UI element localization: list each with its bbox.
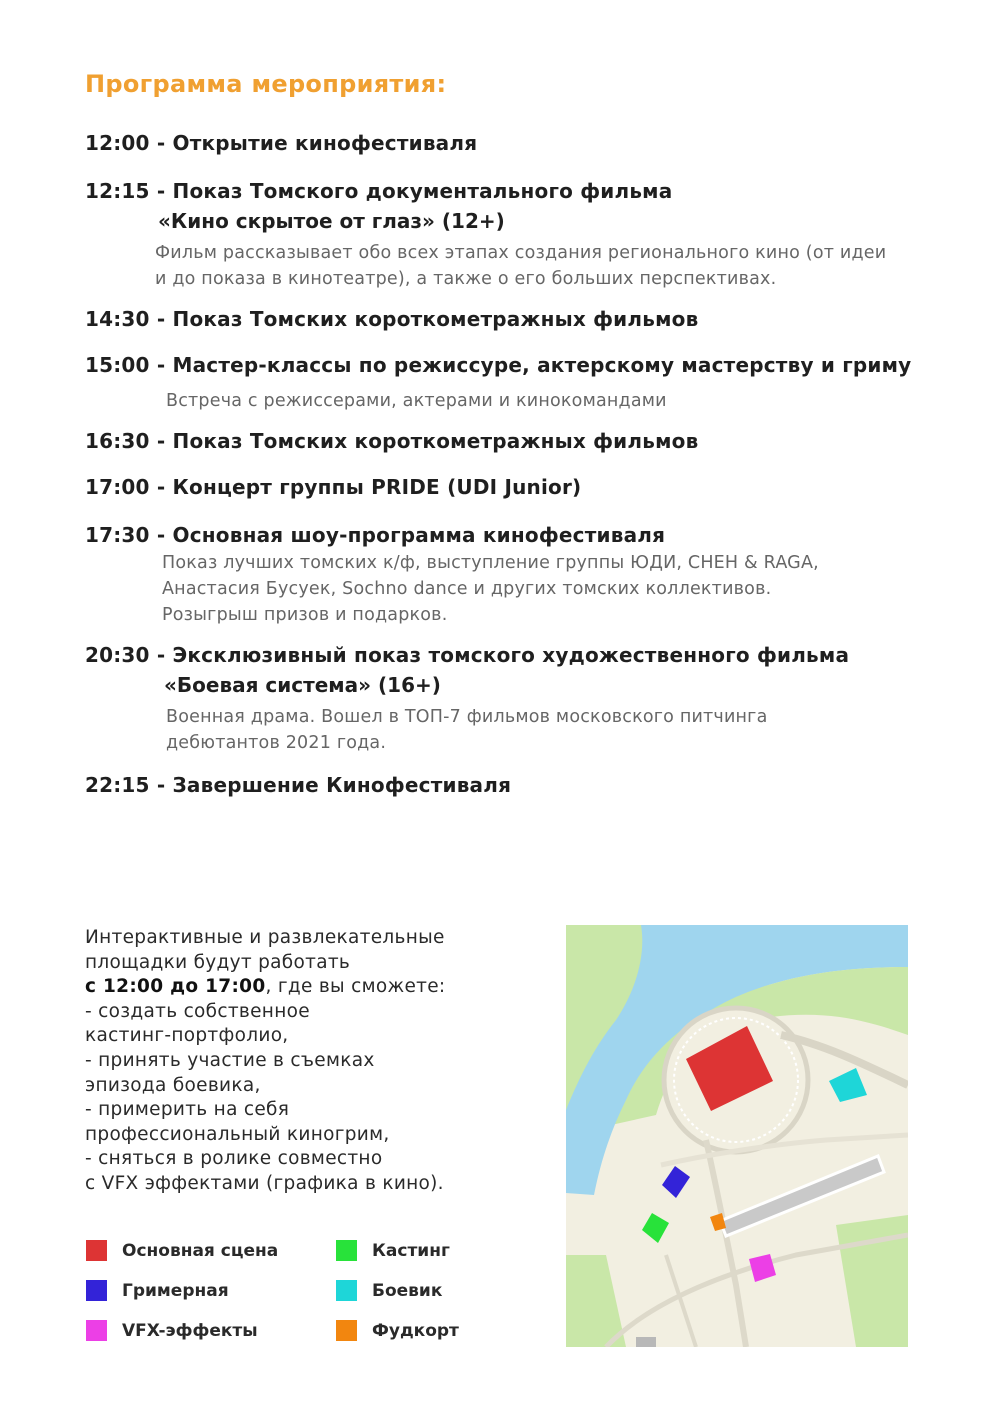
event-title: Показ Томского документального фильма (172, 179, 673, 203)
time: 12:15 (85, 179, 150, 203)
event-description: Фильм рассказывает обо всех этапах создания регионального кино (от идеи и до показа в кинотеатре), а также о его больших перспективах. (155, 243, 887, 289)
schedule-item: 17:00 - Концерт группы PRIDE (UDI Junior) (85, 475, 582, 499)
time: 17:30 (85, 523, 150, 547)
schedule-item: 12:15 - Показ Томского документального фильма «Кино скрытое от глаз» (12+) Фильм рассказывает обо всех этапах создания регионального кино (от идеи и до показа в кинотеатре), а также о его больших перспективах. (85, 176, 945, 292)
schedule-item: 16:30 - Показ Томских короткометражных фильмов (85, 429, 699, 453)
event-title: Мастер-классы по режиссуре, актерскому мастерству и гриму (172, 353, 912, 377)
schedule-item: 20:30 - Эксклюзивный показ томского художественного фильма «Боевая система» (16+) Военная драма. Вошел в ТОП-7 фильмов московского питчинга дебютантов 2021 года. (85, 640, 945, 756)
schedule-item: 17:30 - Основная шоу-программа кинофестиваля Показ лучших томских к/ф, выступление группы ЮДИ, CHEH & RAGA, Анастасия Бусуек, Sochno dance и других томских коллективов. Розыгрыш призов и подарков. (85, 520, 945, 628)
legend-swatch-makeup (86, 1280, 107, 1301)
event-title: Основная шоу-программа кинофестиваля (172, 523, 666, 547)
legend-item: Кастинг (336, 1240, 450, 1261)
event-title: Завершение Кинофестиваля (172, 773, 512, 797)
time: 16:30 (85, 429, 150, 453)
legend-swatch-action (336, 1280, 357, 1301)
event-title: Открытие кинофестиваля (172, 131, 478, 155)
legend-item: Гримерная (86, 1280, 229, 1301)
time: 15:00 (85, 353, 150, 377)
event-description: Военная драма. Вошел в ТОП-7 фильмов московского питчинга дебютантов 2021 года. (166, 707, 768, 753)
time: 12:00 (85, 131, 150, 155)
legend-item: Фудкорт (336, 1320, 459, 1341)
event-title: Концерт группы PRIDE (UDI Junior) (172, 475, 582, 499)
legend-swatch-foodcourt (336, 1320, 357, 1341)
schedule-item: 14:30 - Показ Томских короткометражных фильмов (85, 307, 699, 331)
working-hours: с 12:00 до 17:00 (85, 976, 266, 998)
venue-map-graphic (566, 925, 908, 1347)
legend-item: Боевик (336, 1280, 442, 1301)
event-title: Эксклюзивный показ томского художественного фильма (172, 643, 850, 667)
event-description: Показ лучших томских к/ф, выступление группы ЮДИ, CHEH & RAGA, Анастасия Бусуек, Sochno dance и других томских коллективов. Розыгрыш призов и подарков. (162, 553, 819, 625)
time: 20:30 (85, 643, 150, 667)
event-description: Встреча с режиссерами, актерами и кинокомандами (166, 391, 667, 411)
venue-map (566, 925, 908, 1347)
legend-item: VFX-эффекты (86, 1320, 258, 1341)
schedule (85, 128, 945, 800)
schedule-item: 12:00 - Открытие кинофестиваля (85, 131, 478, 155)
page-title: Программа мероприятия: (85, 70, 447, 98)
time: 14:30 (85, 307, 150, 331)
event-title-continuation: «Боевая система» (16+) (164, 673, 441, 697)
event-title-continuation: «Кино скрытое от глаз» (12+) (158, 209, 505, 233)
event-title: Показ Томских короткометражных фильмов (172, 429, 699, 453)
schedule-item: 22:15 - Завершение Кинофестиваля (85, 773, 512, 797)
schedule-item: 15:00 - Мастер-классы по режиссуре, актерскому мастерству и гриму Встреча с режиссерами, актерами и кинокомандами (85, 350, 945, 414)
legend-swatch-vfx (86, 1320, 107, 1341)
time: 17:00 (85, 475, 150, 499)
legend-item: Основная сцена (86, 1240, 278, 1261)
event-title: Показ Томских короткометражных фильмов (172, 307, 699, 331)
activities-info: Интерактивные и развлекательные площадки будут работать с 12:00 до 17:00, где вы сможете: - создать собственное кастинг-портфолио, - принять участие в съемках эпизода боевика, - примерить на себя профессиональный киногрим, - сняться в ролике совместно с VFX эффектами (графика в кино). (85, 927, 446, 1194)
time: 22:15 (85, 773, 150, 797)
legend-swatch-main-stage (86, 1240, 107, 1261)
legend-swatch-casting (336, 1240, 357, 1261)
